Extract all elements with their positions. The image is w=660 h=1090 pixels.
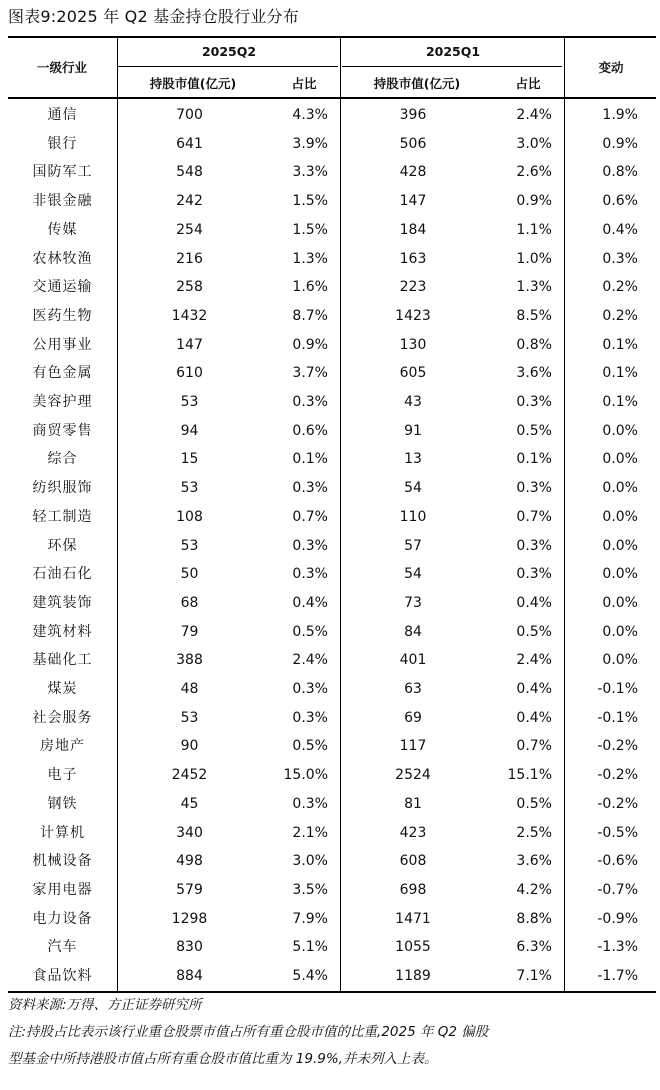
industry-cell: 计算机 [40, 824, 85, 841]
q2-market-value-cell: 340 [176, 824, 203, 841]
q1-market-value-cell: 423 [399, 824, 427, 841]
q1-market-value-cell: 91 [404, 422, 422, 439]
q2-group-rule [118, 66, 338, 67]
q2-market-value-cell: 830 [176, 939, 203, 956]
q2-share-cell: 3.5% [292, 881, 328, 898]
q2-market-value-cell: 1298 [171, 910, 208, 927]
change-cell: 0.1% [602, 336, 638, 353]
q1-market-value-cell: 1189 [395, 968, 431, 985]
table-row [8, 933, 656, 962]
q2-share-cell: 7.9% [292, 910, 328, 927]
industry-cell: 基础化工 [32, 652, 93, 669]
header-2025q2: 2025Q2 [201, 44, 257, 59]
q2-share-cell: 1.3% [292, 250, 328, 267]
industry-cell: 汽车 [47, 939, 78, 956]
q2-share-cell: 1.5% [292, 221, 328, 238]
q2-market-value-cell: 45 [180, 795, 199, 812]
industry-cell: 通信 [47, 107, 78, 123]
table-row [8, 618, 656, 647]
q2-market-value-cell: 94 [180, 422, 199, 439]
table-row [8, 646, 656, 675]
table-row [8, 962, 656, 991]
industry-cell: 机械设备 [32, 853, 93, 870]
table-row [8, 876, 656, 905]
table-row [8, 474, 656, 503]
q1-share-cell: 0.8% [516, 336, 552, 353]
q2-share-cell: 3.3% [292, 164, 328, 181]
change-cell: 0.0% [602, 537, 638, 554]
change-cell: -0.5% [597, 824, 638, 841]
q1-market-value-cell: 1471 [395, 910, 431, 927]
q2-share-cell: 2.4% [292, 652, 328, 669]
q2-market-value-cell: 258 [176, 279, 203, 296]
q1-market-value-cell: 43 [404, 394, 422, 411]
q1-share-cell: 0.9% [516, 193, 552, 210]
table-bottom-rule [8, 991, 656, 993]
table-top-rule [8, 36, 656, 38]
industry-cell: 美容护理 [32, 394, 93, 411]
q1-share-cell: 1.1% [516, 221, 552, 238]
q2-market-value-cell: 1432 [171, 307, 208, 324]
q1-share-cell: 0.1% [516, 451, 552, 468]
header-q2-share: 占比 [291, 76, 317, 91]
change-cell: -1.3% [597, 939, 638, 956]
q2-market-value-cell: 53 [180, 537, 199, 554]
table-row [8, 503, 656, 532]
q2-market-value-cell: 50 [180, 566, 199, 583]
q1-share-cell: 3.6% [516, 853, 552, 870]
industry-cell: 银行 [47, 135, 78, 152]
industry-cell: 交通运输 [32, 279, 93, 296]
q1-share-cell: 7.1% [516, 968, 552, 985]
q2-share-cell: 8.7% [292, 307, 328, 324]
change-cell: -0.6% [597, 853, 638, 870]
table-row [8, 675, 656, 704]
industry-cell: 家用电器 [32, 881, 93, 898]
q1-share-cell: 0.7% [516, 508, 552, 525]
q2-market-value-cell: 884 [176, 968, 203, 985]
table-row [8, 732, 656, 761]
q2-market-value-cell: 388 [176, 652, 203, 669]
q2-share-cell: 0.7% [292, 508, 328, 525]
q2-market-value-cell: 610 [176, 365, 203, 382]
change-cell: 0.0% [602, 566, 638, 583]
header-q1-share: 占比 [515, 76, 541, 91]
q1-market-value-cell: 54 [404, 480, 422, 497]
table-row [8, 532, 656, 561]
q1-market-value-cell: 54 [404, 566, 422, 583]
q1-market-value-cell: 223 [399, 279, 427, 296]
industry-cell: 医药生物 [32, 307, 93, 324]
industry-cell: 煤炭 [47, 681, 78, 698]
table-row [8, 560, 656, 589]
change-cell: -0.2% [597, 767, 638, 784]
change-cell: 0.0% [602, 623, 638, 640]
change-cell: 0.0% [602, 508, 638, 525]
change-cell: 1.9% [602, 107, 638, 123]
q2-market-value-cell: 254 [176, 221, 203, 238]
industry-cell: 综合 [47, 451, 78, 468]
q1-share-cell: 8.8% [516, 910, 552, 927]
q2-share-cell: 0.3% [292, 537, 328, 554]
change-cell: 0.0% [602, 451, 638, 468]
table-row [8, 245, 656, 274]
q1-share-cell: 8.5% [516, 307, 552, 324]
page-title: 图表9:2025 年 Q2 基金持仓股行业分布 [8, 7, 299, 26]
change-cell: 0.0% [602, 480, 638, 497]
q1-market-value-cell: 81 [404, 795, 422, 812]
q2-share-cell: 0.4% [292, 594, 328, 611]
industry-cell: 商贸零售 [32, 422, 93, 439]
change-cell: 0.6% [602, 193, 638, 210]
change-cell: -0.7% [597, 881, 638, 898]
q1-share-cell: 1.3% [516, 279, 552, 296]
q2-market-value-cell: 108 [176, 508, 203, 525]
industry-cell: 钢铁 [47, 795, 78, 812]
industry-cell: 食品饮料 [32, 968, 93, 985]
q2-market-value-cell: 498 [176, 853, 203, 870]
q2-share-cell: 0.3% [292, 480, 328, 497]
change-cell: 0.8% [602, 164, 638, 181]
table-row [8, 302, 656, 331]
q1-market-value-cell: 605 [399, 365, 427, 382]
change-cell: 0.0% [602, 422, 638, 439]
q1-market-value-cell: 506 [399, 135, 427, 152]
q1-market-value-cell: 69 [404, 709, 422, 726]
q2-share-cell: 0.3% [292, 566, 328, 583]
q2-share-cell: 0.1% [292, 451, 328, 468]
q1-market-value-cell: 1423 [395, 307, 431, 324]
table-row [8, 388, 656, 417]
q1-share-cell: 0.3% [516, 480, 552, 497]
q2-share-cell: 0.9% [292, 336, 328, 353]
q1-share-cell: 0.4% [516, 594, 552, 611]
q1-share-cell: 6.3% [516, 939, 552, 956]
industry-cell: 轻工制造 [32, 508, 93, 525]
table-row [8, 589, 656, 618]
header-bottom-rule [8, 97, 656, 99]
header-industry: 一级行业 [36, 60, 87, 75]
q1-market-value-cell: 608 [399, 853, 427, 870]
header-q2-market-value: 持股市值(亿元) [149, 76, 237, 91]
q2-share-cell: 15.0% [283, 767, 328, 784]
change-cell: 0.2% [602, 279, 638, 296]
footnote-line-1: 注:持股占比表示该行业重仓股票市值占所有重仓股市值的比重,2025 年 Q2 偏股 [8, 1024, 489, 1040]
q2-market-value-cell: 15 [180, 451, 199, 468]
industry-cell: 电子 [47, 767, 78, 784]
industry-cell: 国防军工 [32, 164, 93, 181]
q2-market-value-cell: 53 [180, 709, 199, 726]
q2-market-value-cell: 147 [176, 336, 203, 353]
q1-market-value-cell: 2524 [395, 767, 431, 784]
footnote-line-2: 型基金中所持港股市值占所有重仓股市值比重为 19.9%,并未列入上表。 [8, 1051, 438, 1067]
change-cell: -0.2% [597, 738, 638, 755]
table-row [8, 273, 656, 302]
q1-group-rule [342, 66, 562, 67]
industry-cell: 电力设备 [32, 910, 93, 927]
q1-share-cell: 0.7% [516, 738, 552, 755]
q2-share-cell: 1.5% [292, 193, 328, 210]
q1-market-value-cell: 1055 [395, 939, 431, 956]
q2-market-value-cell: 53 [180, 394, 199, 411]
q1-market-value-cell: 13 [404, 451, 422, 468]
q2-share-cell: 0.5% [292, 623, 328, 640]
q1-share-cell: 0.4% [516, 681, 552, 698]
q1-share-cell: 2.4% [516, 107, 552, 123]
change-cell: -0.1% [597, 709, 638, 726]
change-cell: 0.0% [602, 594, 638, 611]
q1-share-cell: 2.6% [516, 164, 552, 181]
q1-share-cell: 3.0% [516, 135, 552, 152]
q1-share-cell: 0.3% [516, 566, 552, 583]
q2-share-cell: 3.9% [292, 135, 328, 152]
q1-market-value-cell: 401 [399, 652, 427, 669]
table-row [8, 359, 656, 388]
change-cell: 0.2% [602, 307, 638, 324]
q1-market-value-cell: 428 [399, 164, 427, 181]
q2-share-cell: 0.6% [292, 422, 328, 439]
source-note: 资料来源:万得、方正证券研究所 [8, 997, 202, 1013]
q2-market-value-cell: 216 [176, 250, 203, 267]
q1-share-cell: 3.6% [516, 365, 552, 382]
industry-cell: 传媒 [47, 221, 78, 238]
industry-cell: 农林牧渔 [32, 250, 93, 267]
table-row [8, 445, 656, 474]
q1-market-value-cell: 117 [399, 738, 427, 755]
q1-market-value-cell: 84 [404, 623, 422, 640]
q2-share-cell: 0.3% [292, 394, 328, 411]
industry-cell: 建筑装饰 [32, 594, 93, 611]
table-row [8, 905, 656, 934]
table-row [8, 790, 656, 819]
q2-share-cell: 2.1% [292, 824, 328, 841]
q1-share-cell: 0.3% [516, 394, 552, 411]
header-2025q1: 2025Q1 [425, 44, 481, 59]
q2-market-value-cell: 53 [180, 480, 199, 497]
q2-market-value-cell: 579 [176, 881, 203, 898]
table-row [8, 847, 656, 876]
industry-cell: 建筑材料 [32, 623, 93, 640]
industry-cell: 房地产 [40, 738, 85, 755]
q2-share-cell: 0.3% [292, 681, 328, 698]
q1-share-cell: 0.5% [516, 623, 552, 640]
change-cell: -0.9% [597, 910, 638, 927]
q2-share-cell: 3.7% [292, 365, 328, 382]
table-row [8, 216, 656, 245]
q2-share-cell: 0.5% [292, 738, 328, 755]
q1-share-cell: 0.4% [516, 709, 552, 726]
table-row [8, 761, 656, 790]
q1-share-cell: 2.5% [516, 824, 552, 841]
q1-share-cell: 0.3% [516, 537, 552, 554]
q2-share-cell: 4.3% [292, 107, 328, 123]
q2-share-cell: 1.6% [292, 279, 328, 296]
q2-market-value-cell: 641 [176, 135, 203, 152]
q2-share-cell: 0.3% [292, 709, 328, 726]
q1-market-value-cell: 57 [404, 537, 422, 554]
table-row [8, 331, 656, 360]
table-row [8, 187, 656, 216]
table-row [8, 704, 656, 733]
industry-cell: 公用事业 [32, 336, 93, 353]
change-cell: 0.0% [602, 652, 638, 669]
q1-share-cell: 1.0% [516, 250, 552, 267]
industry-cell: 非银金融 [32, 193, 93, 210]
q1-share-cell: 0.5% [516, 795, 552, 812]
change-cell: -1.7% [597, 968, 638, 985]
q1-share-cell: 4.2% [516, 881, 552, 898]
industry-cell: 社会服务 [32, 709, 93, 726]
change-cell: 0.3% [602, 250, 638, 267]
change-cell: 0.1% [602, 365, 638, 382]
q1-share-cell: 0.5% [516, 422, 552, 439]
q2-share-cell: 5.4% [292, 968, 328, 985]
industry-cell: 有色金属 [32, 365, 93, 382]
q1-market-value-cell: 63 [404, 681, 422, 698]
industry-cell: 环保 [47, 537, 78, 554]
q2-share-cell: 3.0% [292, 853, 328, 870]
q2-market-value-cell: 79 [180, 623, 199, 640]
change-cell: 0.1% [602, 394, 638, 411]
q1-share-cell: 2.4% [516, 652, 552, 669]
q2-market-value-cell: 2452 [171, 767, 208, 784]
table-row [8, 417, 656, 446]
industry-table [8, 101, 656, 991]
table-row [8, 101, 656, 130]
change-cell: 0.4% [602, 221, 638, 238]
q2-market-value-cell: 48 [180, 681, 199, 698]
q1-market-value-cell: 73 [404, 594, 422, 611]
industry-cell: 纺织服饰 [32, 480, 93, 497]
q2-market-value-cell: 242 [176, 193, 203, 210]
table-row [8, 819, 656, 848]
change-cell: 0.9% [602, 135, 638, 152]
q1-share-cell: 15.1% [507, 767, 552, 784]
q1-market-value-cell: 698 [399, 881, 427, 898]
q2-market-value-cell: 548 [176, 164, 203, 181]
q1-market-value-cell: 163 [399, 250, 427, 267]
table-row [8, 158, 656, 187]
change-cell: -0.1% [597, 681, 638, 698]
change-cell: -0.2% [597, 795, 638, 812]
q2-market-value-cell: 68 [180, 594, 199, 611]
q1-market-value-cell: 110 [399, 508, 427, 525]
q2-share-cell: 5.1% [292, 939, 328, 956]
q1-market-value-cell: 184 [399, 221, 427, 238]
q1-market-value-cell: 130 [399, 336, 427, 353]
q2-market-value-cell: 90 [180, 738, 199, 755]
header-change: 变动 [598, 60, 624, 75]
q1-market-value-cell: 147 [399, 193, 427, 210]
header-q1-market-value: 持股市值(亿元) [373, 76, 461, 91]
q1-market-value-cell: 396 [399, 107, 427, 123]
industry-cell: 石油石化 [32, 566, 93, 583]
table-row [8, 130, 656, 159]
q2-market-value-cell: 700 [176, 107, 203, 123]
q2-share-cell: 0.3% [292, 795, 328, 812]
